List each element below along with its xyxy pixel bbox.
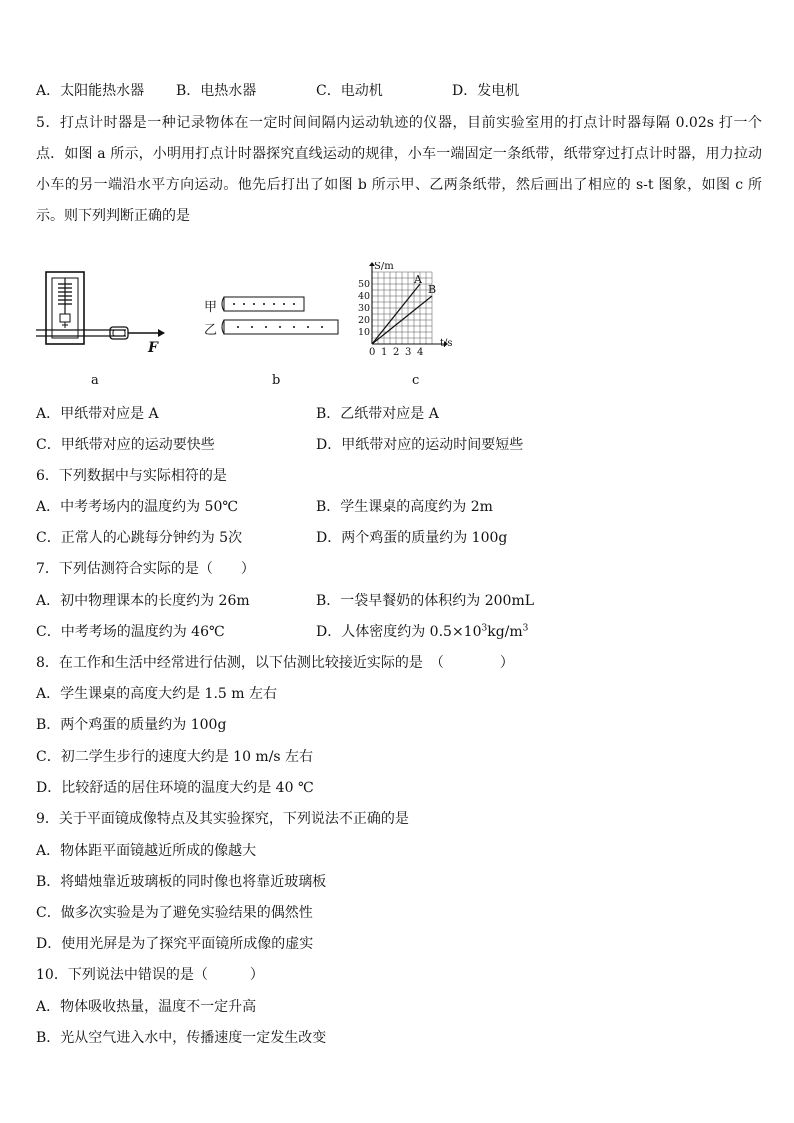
q10-stem: 10．下列说法中错误的是（ ） bbox=[36, 967, 264, 983]
x-tick-label: 1 bbox=[381, 347, 388, 358]
series-label-B: B bbox=[428, 283, 437, 296]
q7-option-d-unit: kg/m bbox=[487, 624, 523, 640]
x-tick-label: 3 bbox=[405, 347, 412, 358]
figure-c-st-graph bbox=[350, 262, 460, 358]
q9-stem: 9．关于平面镜成像特点及其实验探究，下列说法不正确的是 bbox=[36, 811, 409, 827]
q4-option-d: D．发电机 bbox=[452, 83, 520, 99]
q9-option-b: B．将蜡烛靠近玻璃板的同时像也将靠近玻璃板 bbox=[36, 874, 327, 890]
x-tick-label: 4 bbox=[417, 347, 424, 358]
q5-option-c: C．甲纸带对应的运动要快些 bbox=[36, 437, 215, 453]
q10-option-a: A．物体吸收热量，温度不一定升高 bbox=[36, 999, 257, 1015]
q9-option-d: D．使用光屏是为了探究平面镜所成像的虚实 bbox=[36, 936, 314, 952]
figure-c-label: c bbox=[412, 373, 420, 388]
chart-axes bbox=[369, 262, 448, 347]
q8-option-c: C．初二学生步行的速度大约是 10 m/s 左右 bbox=[36, 749, 314, 765]
q6-option-b: B．学生课桌的高度约为 2m bbox=[316, 499, 493, 515]
figure-a-label: a bbox=[91, 373, 99, 388]
q6-option-d: D．两个鸡蛋的质量约为 100g bbox=[316, 530, 508, 546]
q8-option-a: A．学生课桌的高度大约是 1.5 m 左右 bbox=[36, 686, 278, 702]
q8-option-b: B．两个鸡蛋的质量约为 100g bbox=[36, 717, 227, 733]
y-axis-label: S/m bbox=[374, 262, 394, 272]
y-tick-label: 50 bbox=[358, 279, 371, 290]
q7-option-b: B．一袋早餐奶的体积约为 200mL bbox=[316, 593, 535, 609]
y-tick-label: 20 bbox=[358, 315, 371, 326]
q8-stem: 8．在工作和生活中经常进行估测，以下估测比较接近实际的是 （ ） bbox=[36, 655, 514, 671]
q6-option-a: A．中考考场内的温度约为 50℃ bbox=[36, 499, 239, 515]
q7-option-d bbox=[316, 622, 528, 642]
x-tick-label: 0 bbox=[369, 347, 376, 358]
y-tick-label: 40 bbox=[358, 291, 371, 302]
q6-stem: 6．下列数据中与实际相符的是 bbox=[36, 468, 227, 484]
q8-option-d: D．比较舒适的居住环境的温度大约是 40 ℃ bbox=[36, 780, 314, 796]
q7-option-a: A．初中物理课本的长度约为 26m bbox=[36, 593, 250, 609]
x-tick-label: 2 bbox=[393, 347, 400, 358]
q6-option-c: C．正常人的心跳每分钟约为 5次 bbox=[36, 530, 243, 546]
x-axis-label: t/s bbox=[440, 338, 453, 349]
series-label-A: A bbox=[414, 273, 422, 286]
chart-series bbox=[372, 273, 436, 344]
y-tick-label: 30 bbox=[358, 303, 371, 314]
q7-stem: 7．下列估测符合实际的是（ ） bbox=[36, 561, 255, 577]
q9-option-c: C．做多次实验是为了避免实验结果的偶然性 bbox=[36, 905, 313, 921]
figure-a-force-label: F bbox=[148, 340, 158, 356]
q5-option-d: D．甲纸带对应的运动时间要短些 bbox=[316, 437, 524, 453]
tape-jia-label: 甲 bbox=[204, 300, 218, 315]
tape-yi-label: 乙 bbox=[204, 323, 218, 338]
q5-option-a: A．甲纸带对应是 A bbox=[36, 406, 159, 422]
q7-option-d-unit-exponent: 3 bbox=[522, 623, 529, 634]
q9-option-a: A．物体距平面镜越近所成的像越大 bbox=[36, 843, 257, 859]
q4-option-b: B．电热水器 bbox=[176, 83, 257, 99]
q7-option-c: C．中考考场的温度约为 46℃ bbox=[36, 624, 225, 640]
q10-option-b: B．光从空气进入水中，传播速度一定发生改变 bbox=[36, 1030, 327, 1046]
q5-option-b: B．乙纸带对应是 A bbox=[316, 406, 439, 422]
q4-option-a: A．太阳能热水器 bbox=[36, 83, 145, 99]
q5-stem: 5．打点计时器是一种记录物体在一定时间间隔内运动轨迹的仪器，目前实验室用的打点计时器每隔 0.02s 打一个点．如图 a 所示，小明用打点计时器探究直线运动的规律，小车一端固定一条纸带，纸带穿过打点计时器，用力拉动小车的另一端沿水平方向运动。他先后打出了如图 b 所示甲、乙两条纸带，然后画出了相应的 s-t 图象，如图 c 所示。则下列判断正确的是 bbox=[36, 115, 762, 224]
q4-option-c: C．电动机 bbox=[316, 83, 383, 99]
q7-option-d-exponent: 3 bbox=[481, 623, 488, 634]
q7-option-d-prefix: D．人体密度约为 0.5×10 bbox=[316, 624, 482, 640]
figure-b-label: b bbox=[272, 373, 281, 388]
y-tick-label: 10 bbox=[358, 327, 371, 338]
figure-b-paper-tapes bbox=[220, 294, 342, 340]
